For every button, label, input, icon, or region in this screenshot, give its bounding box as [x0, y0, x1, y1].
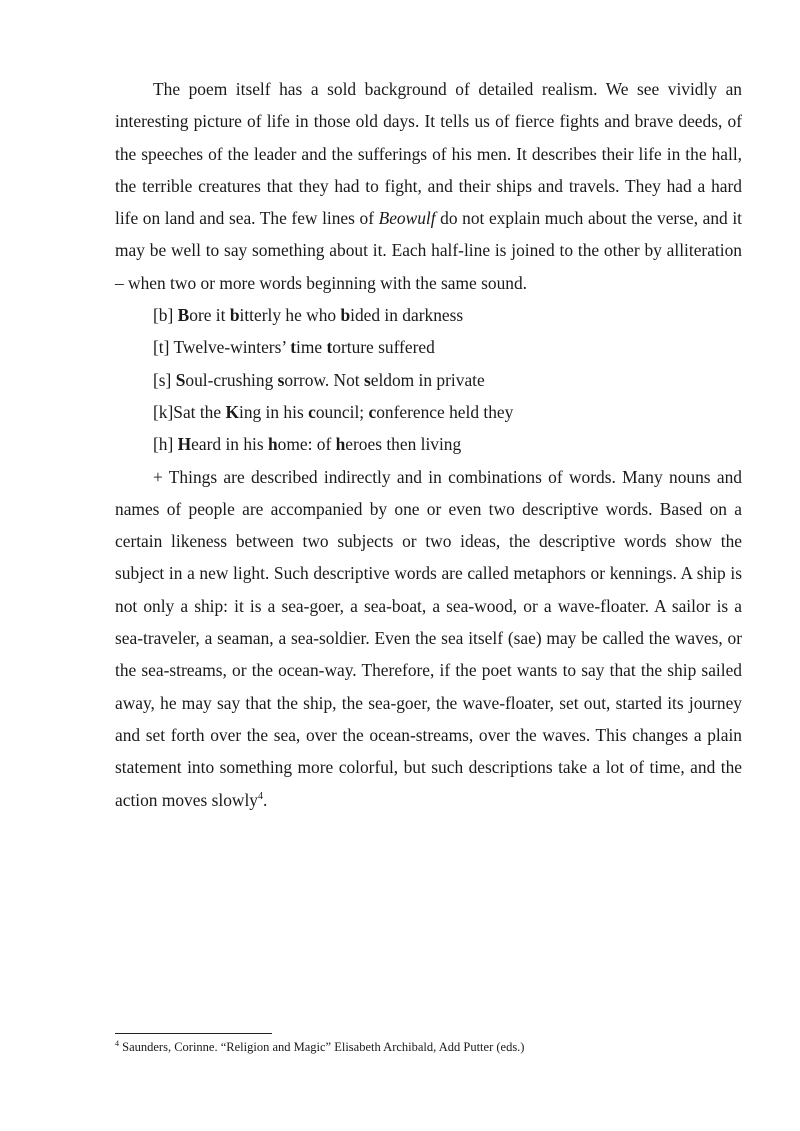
- verse-line: [115, 299, 742, 331]
- verse-tag: [t] Twelve-winters’: [153, 337, 291, 358]
- verse-line: [115, 364, 742, 396]
- paragraph-text: The poem itself has a sold background of detailed realism. We see vividly an interesting picture of life in those old days. It tells us of fierce fights and brave deeds, of the speeches of the leader and the sufferings of his men. It describes their life in the hall, the terrible creatures that they had to fight, and their ships and travels. They had a hard life on land and sea. The few lines of: [115, 79, 742, 229]
- alliteration-letter: K: [225, 401, 239, 422]
- verse-text: ime: [296, 337, 327, 358]
- verse-text: ided in darkness: [350, 305, 464, 326]
- alliteration-letter: B: [177, 305, 190, 326]
- footnote-reference[interactable]: 4: [257, 790, 263, 802]
- alliteration-letter: b: [340, 305, 351, 326]
- paragraph-text: + Things are described indirectly and in combinations of words. Many nouns and names of people are accompanied by one or even two descriptive words. Based on a certain likeness between two subjects or two ideas, the descriptive words show the subject in a new light. Such descriptive words are called metaphors or kennings. A ship is not only a ship: it is a sea-goer, a sea-boat, a sea-​wood, or a wave-floater. A sailor is a sea-traveler, a seaman, a sea-soldier. Even the sea itself (sae) may be called the waves, or the sea-streams, or the ocean-way. Therefore, if the poet wants to say that the ship sailed away, he may say that the ship, the sea-goer, the wave-floater, set out, started its journey and set forth over the sea, over the ocean-streams, over the waves. This changes a plain statement into something more colorful, but such descriptions take a lot of time, and the action moves slowly: [115, 466, 742, 810]
- verse-block: [115, 299, 742, 460]
- verse-text: onference held they: [376, 401, 514, 422]
- alliteration-letter: h: [267, 434, 278, 455]
- paragraph-kennings: [115, 461, 742, 816]
- alliteration-letter: t: [326, 337, 333, 358]
- verse-text: eard in his: [191, 434, 268, 455]
- alliteration-letter: t: [290, 337, 297, 358]
- alliteration-letter: S: [175, 369, 186, 390]
- alliteration-letter: c: [368, 401, 377, 422]
- verse-tag: [b]: [153, 305, 178, 326]
- verse-text: ome: of: [277, 434, 336, 455]
- verse-tag: [h]: [153, 434, 178, 455]
- footnote-text: Saunders, Corinne. “Religion and Magic” Elisabeth Archibald, Add Putter (eds.): [119, 1040, 525, 1054]
- footnote: [115, 1039, 524, 1055]
- alliteration-letter: s: [277, 369, 285, 390]
- verse-text: oul-crushing: [185, 369, 278, 390]
- alliteration-letter: H: [177, 434, 192, 455]
- alliteration-letter: s: [363, 369, 371, 390]
- verse-text: ouncil;: [315, 401, 369, 422]
- verse-text: itterly he who: [239, 305, 341, 326]
- alliteration-letter: b: [229, 305, 240, 326]
- beowulf-title: Beowulf: [378, 208, 436, 229]
- verse-text: orrow. Not: [284, 369, 364, 390]
- verse-tag: [k]Sat the: [153, 401, 226, 422]
- paragraph-realism: [115, 73, 742, 299]
- footnote-number: 4: [115, 1039, 119, 1048]
- verse-text: ore it: [189, 305, 230, 326]
- alliteration-letter: c: [308, 401, 316, 422]
- paragraph-text: do not explain much about the verse, and it may be well to say something about it. Each half-line is joined to the other by alliteration – when two or more words beginning with the same sound.: [115, 208, 742, 293]
- verse-text: eldom in private: [370, 369, 485, 390]
- page-body: [115, 73, 742, 816]
- verse-text: eroes then living: [345, 434, 462, 455]
- verse-line: [115, 331, 742, 363]
- verse-text: orture suffered: [332, 337, 435, 358]
- paragraph-end: .: [262, 789, 268, 810]
- footnote-separator: [115, 1033, 272, 1034]
- verse-line: [115, 428, 742, 460]
- verse-text: ing in his: [238, 401, 309, 422]
- verse-tag: [s]: [153, 369, 176, 390]
- alliteration-letter: h: [335, 434, 346, 455]
- verse-line: [115, 396, 742, 428]
